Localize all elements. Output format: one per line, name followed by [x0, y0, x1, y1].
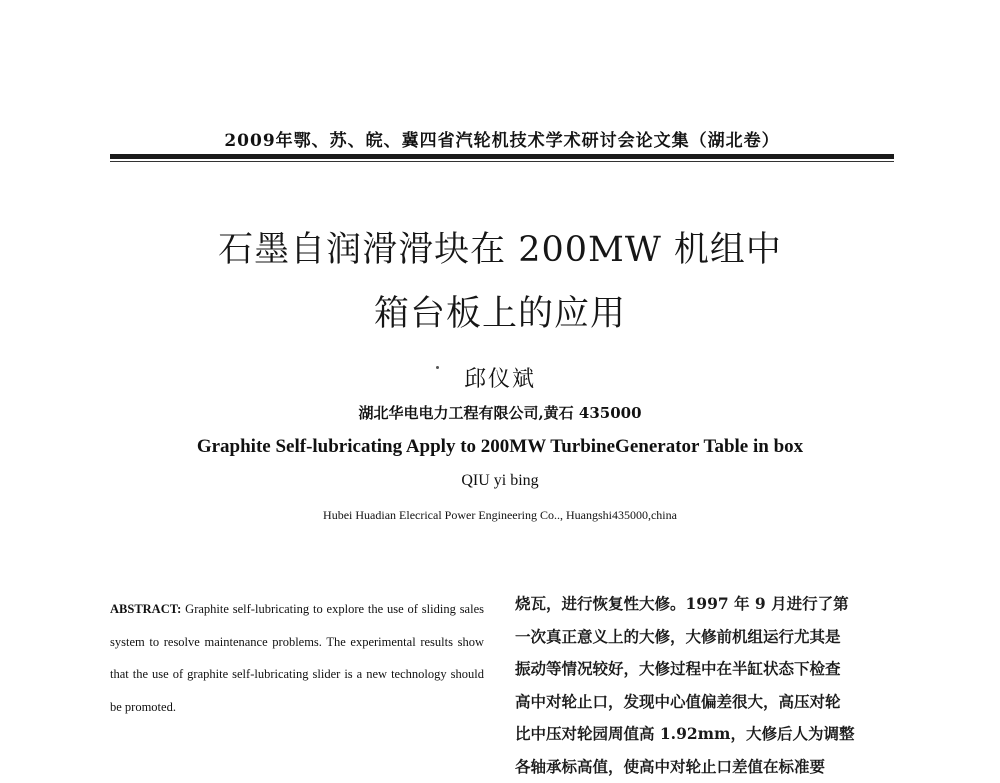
affiliation-cn: 湖北华电电力工程有限公司,黄石 435000: [358, 404, 642, 422]
abstract-text: Graphite self-lubricating to explore the use of sliding sales system to resolve maintenance problems. The experimental results show that the use of graphite self-lubricating slider is a new technology should be promoted.: [110, 602, 484, 714]
body-line: 高中对轮止口，发现中心值偏差很大，高压对轮: [515, 691, 841, 711]
header-rule-thin: [110, 161, 894, 162]
body-line: 烧瓦，进行恢复性大修。1997 年 9 月进行了第: [515, 594, 849, 613]
body-text-right-column: [515, 588, 893, 776]
abstract-paragraph: [110, 593, 484, 723]
abstract-label: ABSTRACT:: [110, 602, 182, 616]
body-line-cut-off: 各轴承标高值，使高中对轮止口差值在标准要: [515, 756, 826, 776]
affiliation-en: Hubei Huadian Elecrical Power Engineering Co.., Huangshi435000,china: [323, 508, 677, 522]
author-name-en: QIU yi bing: [461, 472, 539, 489]
body-line: 比中压对轮园周值高 1.92mm，大修后人为调整: [515, 724, 855, 743]
author-name-cn: 邱仪斌: [463, 367, 536, 392]
header-rule-thick: [110, 154, 894, 159]
title-en: Graphite Self-lubricating Apply to 200MW TurbineGenerator Table in box: [196, 436, 804, 457]
body-line: 振动等情况较好，大修过程中在半缸状态下检查: [515, 659, 841, 678]
title-cn-line-1: 石墨自润滑滑块在 200MW 机组中: [218, 230, 782, 270]
running-header: 2009年鄂、苏、皖、冀四省汽轮机技术学术研讨会论文集（湖北卷）: [224, 131, 780, 151]
title-cn-line-2: 箱台板上的应用: [373, 294, 626, 334]
body-line: 一次真正意义上的大修，大修前机组运行尤其是: [515, 626, 841, 646]
